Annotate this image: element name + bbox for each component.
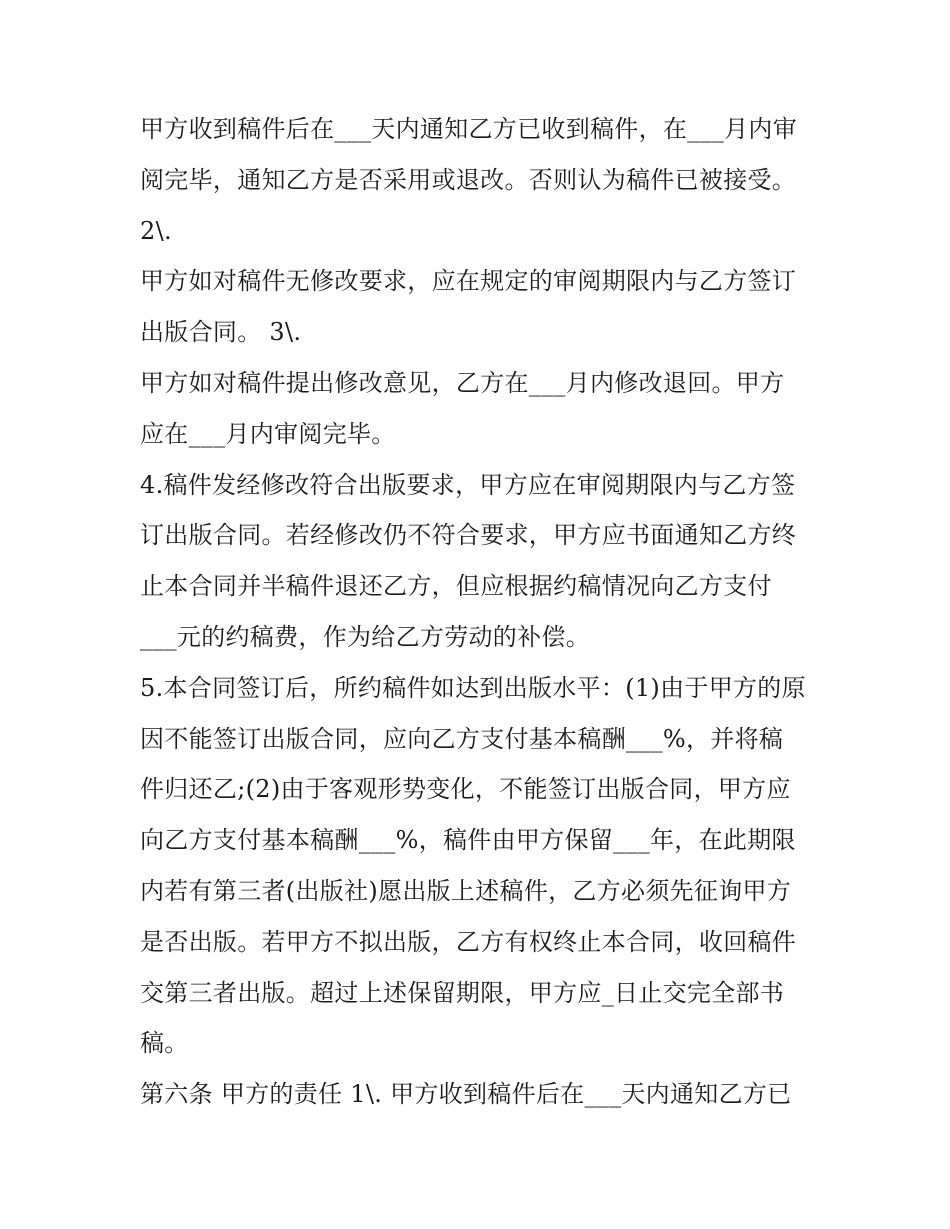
text-line: 甲方如对稿件提出修改意见，乙方在___月内修改退回。甲方 — [140, 368, 785, 397]
text-line: 应在___月内审阅完毕。 — [140, 419, 396, 448]
text-line: 2\. — [140, 216, 172, 245]
text-line: 止本合同并半稿件退还乙方，但应根据约稿情况向乙方支付 — [140, 572, 772, 601]
text-line: 甲方如对稿件无修改要求，应在规定的审阅期限内与乙方签订 — [140, 267, 797, 296]
text-line: 件归还乙;(2)由于客观形势变化，不能签订出版合同，甲方应 — [140, 775, 791, 804]
text-line: 甲方收到稿件后在___天内通知乙方已收到稿件，在___月内审 — [140, 115, 797, 143]
text-line: 交第三者出版。超过上述保留期限，甲方应_日止交完全部书 — [140, 978, 785, 1007]
text-line: 稿。 — [140, 1029, 189, 1058]
text-line: 4.稿件发经修改符合出版要求，甲方应在审阅期限内与乙方签 — [140, 470, 796, 499]
text-line: 出版合同。 3\. — [140, 318, 302, 347]
text-line: 向乙方支付基本稿酬___%，稿件由甲方保留___年，在此期限 — [140, 826, 796, 855]
text-line: ___元的约稿费，作为给乙方劳动的补偿。 — [140, 622, 590, 651]
text-line: 订出版合同。若经修改仍不符合要求，甲方应书面通知乙方终 — [140, 521, 797, 550]
text-line: 是否出版。若甲方不拟出版，乙方有权终止本合同，收回稿件 — [140, 927, 797, 956]
text-line: 内若有第三者(出版社)愿出版上述稿件，乙方必须先征询甲方 — [140, 876, 792, 905]
text-line: 因不能签订出版合同，应向乙方支付基本稿酬___%，并将稿 — [140, 724, 784, 753]
text-line: 阅完毕，通知乙方是否采用或退改。否则认为稿件已被接受。 — [140, 165, 797, 194]
text-line: 5.本合同签订后，所约稿件如达到出版水平：(1)由于甲方的原 — [140, 673, 806, 702]
text-line: 第六条 甲方的责任 1\. 甲方收到稿件后在___天内通知乙方已 — [140, 1080, 792, 1109]
document-body — [140, 104, 820, 1120]
